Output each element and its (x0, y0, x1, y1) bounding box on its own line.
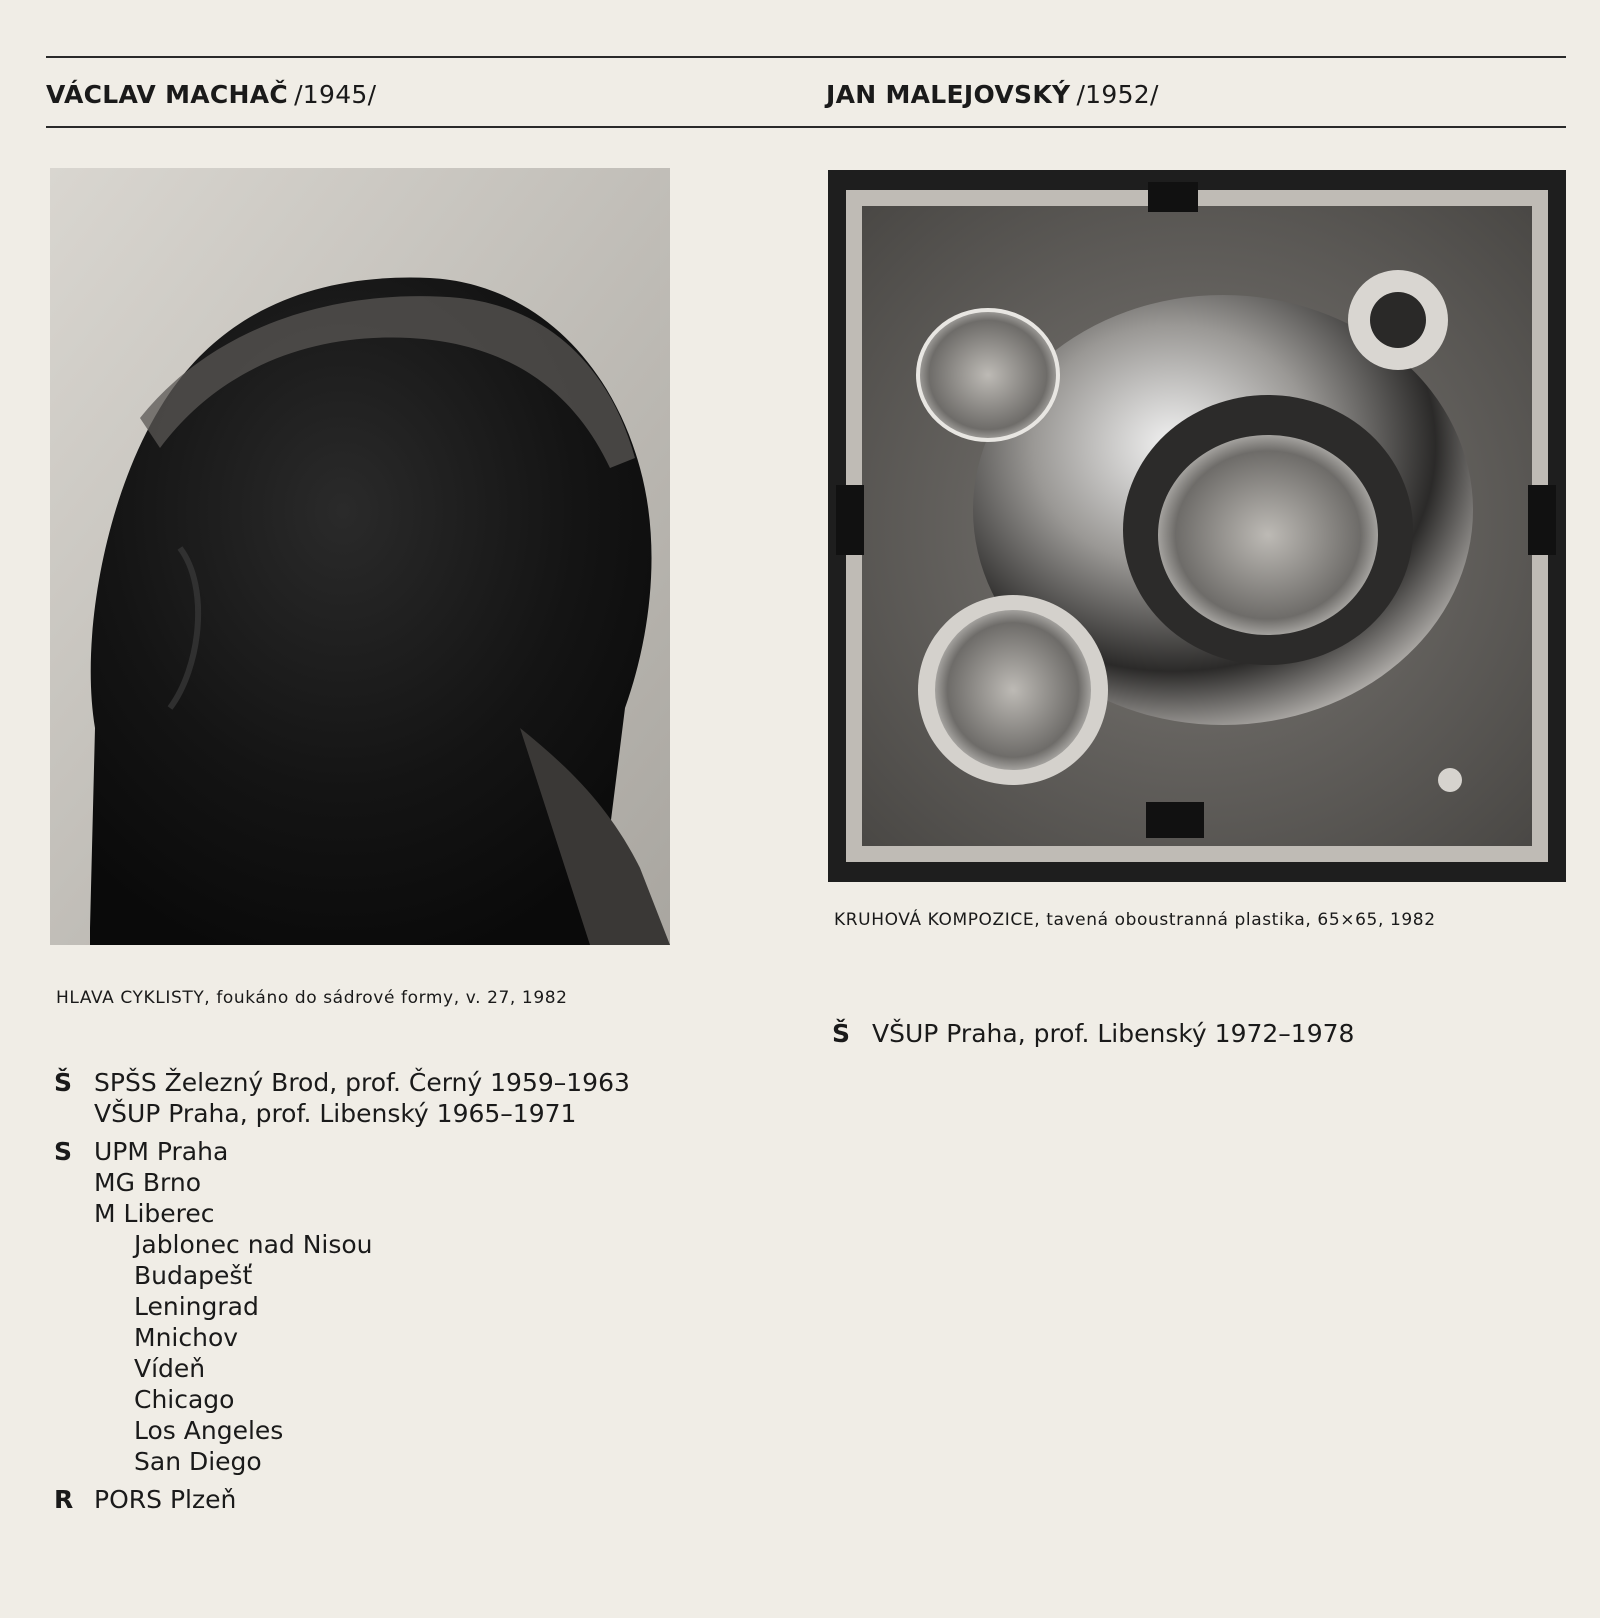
section-line: VŠUP Praha, prof. Libenský 1972–1978 (872, 1019, 1355, 1048)
section-line: Chicago (134, 1385, 235, 1414)
section-school (54, 1067, 630, 1129)
section-line: Budapešť (134, 1261, 253, 1290)
sculpture-head-photo (50, 168, 670, 945)
section-school (832, 1018, 1354, 1049)
section-line: MG Brno (94, 1168, 202, 1197)
section-letter: S (54, 1137, 73, 1166)
section-line: VŠUP Praha, prof. Libenský 1965–1971 (94, 1099, 577, 1128)
biography-left (54, 1067, 630, 1522)
glass-relief-photo (828, 170, 1566, 882)
section-line: Los Angeles (134, 1416, 284, 1445)
artist-header-left (46, 80, 376, 109)
sculpture-head-image (50, 168, 670, 945)
glass-relief-image (828, 170, 1566, 882)
artist-name: JAN MALEJOVSKÝ (826, 80, 1071, 109)
section-line: San Diego (134, 1447, 262, 1476)
artist-name: VÁCLAV MACHAČ (46, 80, 289, 109)
artwork-caption-left: HLAVA CYKLISTY, foukáno do sádrové formy, v. 27, 1982 (56, 988, 568, 1008)
section-line: PORS Plzeň (94, 1485, 237, 1514)
section-letter: Š (54, 1068, 73, 1097)
section-realizations (54, 1484, 630, 1515)
section-line: M Liberec (94, 1199, 215, 1228)
section-line: Vídeň (134, 1354, 206, 1383)
artist-year: /1952/ (1076, 80, 1159, 109)
section-line: Leningrad (134, 1292, 259, 1321)
section-letter: R (54, 1485, 74, 1514)
section-line: Mnichov (134, 1323, 239, 1352)
section-line: Jablonec nad Nisou (134, 1230, 373, 1259)
artist-year: /1945/ (294, 80, 377, 109)
section-collections (54, 1136, 630, 1477)
section-letter: Š (832, 1019, 851, 1048)
top-rule (46, 56, 1566, 58)
biography-right (832, 1018, 1354, 1049)
section-line: SPŠS Železný Brod, prof. Černý 1959–1963 (94, 1068, 630, 1097)
artist-header-right (826, 80, 1159, 109)
header-rule (46, 126, 1566, 128)
section-line: UPM Praha (94, 1137, 229, 1166)
artwork-caption-right: KRUHOVÁ KOMPOZICE, tavená oboustranná plastika, 65×65, 1982 (834, 910, 1436, 930)
